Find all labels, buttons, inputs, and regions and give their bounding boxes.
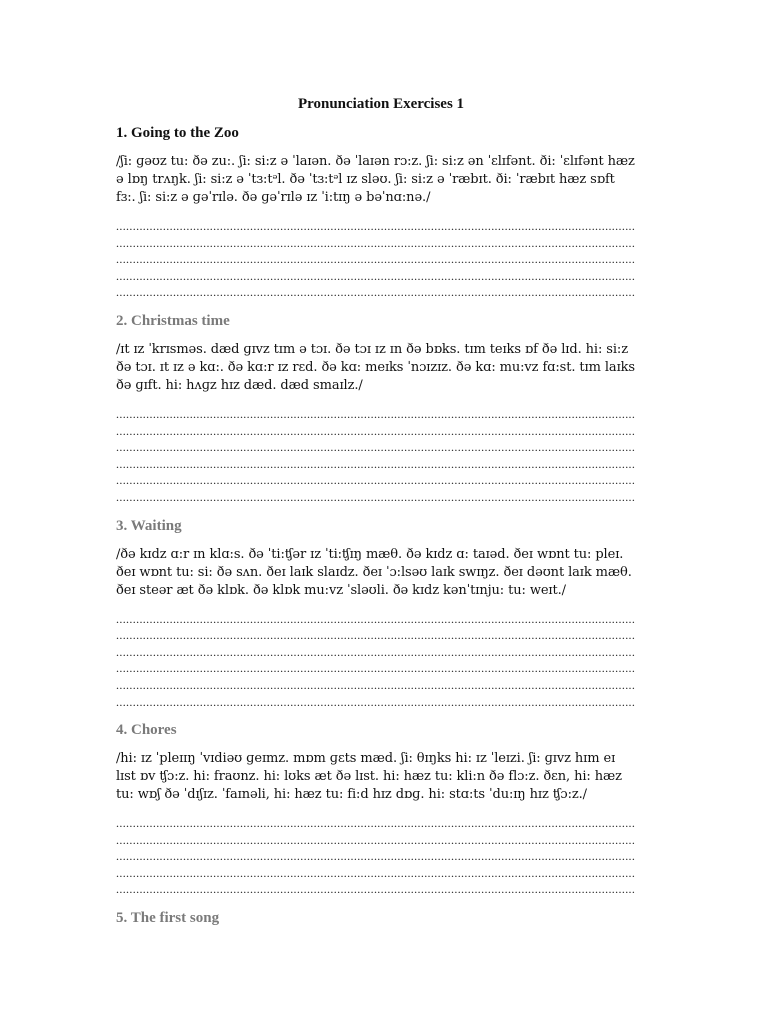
- answer-line[interactable]: [116, 694, 636, 711]
- answer-line[interactable]: [116, 268, 636, 285]
- answer-line[interactable]: [116, 406, 636, 423]
- answer-lines: [116, 815, 636, 898]
- exercise-section-5: [116, 910, 636, 927]
- answer-line[interactable]: [116, 865, 636, 882]
- ipa-transcription: /ðə kɪdz ɑ:r ɪn klɑ:s. ðə ˈti:ʧər ɪz ˈti:ʧɪŋ mæθ. ðə kɪdz ɑ: taɪəd. ðeɪ wɒnt tu: pleɪ. ðeɪ wɒnt tu: si: ðə sʌn. ðeɪ laɪk slaɪdz. ðeɪ ˈɔ:lsəʊ laɪk swɪŋz. ðeɪ dəʊnt laɪk mæθ. ðeɪ steər æt ðə klɒk. ðə klɒk mu:vz ˈsləʊli. ðə kɪdz kənˈtɪnju: tu: weɪt./: [116, 546, 632, 598]
- ipa-transcription: /hi: ɪz ˈpleɪɪŋ ˈvɪdiəʊ ɡeɪmz. mɒm ɡɛts mæd. ʃi: θɪŋks hi: ɪz ˈleɪzi. ʃi: ɡɪvz hɪm eɪ lɪst ɒv ʧɔ:z. hi: fraʊnz. hi: lʊks æt ðə lɪst. hi: hæz tu: kli:n ðə flɔ:z. ðɛn, hi: hæz tu: wɒʃ ðə ˈdɪʃɪz. ˈfaɪnəli, hi: hæz tu: fi:d hɪz dɒɡ. hi: stɑ:ts ˈdu:ɪŋ hɪz ʧɔ:z./: [116, 751, 622, 803]
- document-title: Pronunciation Exercises 1: [297, 96, 465, 112]
- answer-line[interactable]: [116, 881, 636, 898]
- exercise-section-4: [116, 722, 636, 898]
- answer-line[interactable]: [116, 815, 636, 832]
- answer-line[interactable]: [116, 660, 636, 677]
- ipa-transcription: /ɪt ɪz ˈkrɪsməs. dæd ɡɪvz tɪm ə tɔɪ. ðə tɔɪ ɪz ɪn ðə bɒks. tɪm teɪks ɒf ðə lɪd. hi: si:z ðə tɔɪ. ɪt ɪz ə kɑ:. ðə kɑ:r ɪz rɛd. ðə kɑ: meɪks ˈnɔɪzɪz. ðə kɑ: mu:vz fɑ:st. tɪm laɪks ðə ɡɪft. hi: hʌɡz hɪz dæd. dæd smaɪlz./: [116, 341, 635, 393]
- answer-line[interactable]: [116, 848, 636, 865]
- answer-line[interactable]: [116, 284, 636, 301]
- exercise-section-1: [116, 125, 636, 301]
- answer-line[interactable]: [116, 677, 636, 694]
- answer-line[interactable]: [116, 456, 636, 473]
- answer-line[interactable]: [116, 472, 636, 489]
- section-heading: 1. Going to the Zoo: [116, 125, 239, 141]
- answer-line[interactable]: [116, 251, 636, 268]
- answer-line[interactable]: [116, 832, 636, 849]
- section-heading: 2. Christmas time: [116, 312, 230, 329]
- section-heading: 5. The first song: [116, 910, 220, 927]
- exercise-section-2: [116, 313, 636, 506]
- document-content: [116, 96, 636, 939]
- answer-line[interactable]: [116, 489, 636, 506]
- answer-lines: [116, 218, 636, 301]
- answer-lines: [116, 611, 636, 711]
- answer-line[interactable]: [116, 423, 636, 440]
- answer-line[interactable]: [116, 439, 636, 456]
- answer-line[interactable]: [116, 611, 636, 628]
- section-heading: 3. Waiting: [116, 517, 182, 534]
- answer-line[interactable]: [116, 627, 636, 644]
- answer-lines: [116, 406, 636, 506]
- ipa-transcription: /ʃi: ɡəʊz tu: ðə zu:. ʃi: si:z ə ˈlaɪən. ðə ˈlaɪən rɔ:z. ʃi: si:z ən ˈɛlɪfənt. ði: ˈɛlɪfənt hæz ə lɒŋ trʌŋk. ʃi: si:z ə ˈtɜ:tᵊl. ðə ˈtɜ:tᵊl ɪz sləʊ. ʃi: si:z ə ˈræbɪt. ði: ˈræbɪt hæz sɒft fɜ:. ʃi: si:z ə ɡəˈrɪlə. ðə ɡəˈrɪlə ɪz ˈi:tɪŋ ə bəˈnɑ:nə./: [116, 154, 635, 205]
- answer-line[interactable]: [116, 235, 636, 252]
- exercise-section-3: [116, 518, 636, 711]
- answer-line[interactable]: [116, 218, 636, 235]
- answer-line[interactable]: [116, 644, 636, 661]
- section-heading: 4. Chores: [116, 722, 177, 739]
